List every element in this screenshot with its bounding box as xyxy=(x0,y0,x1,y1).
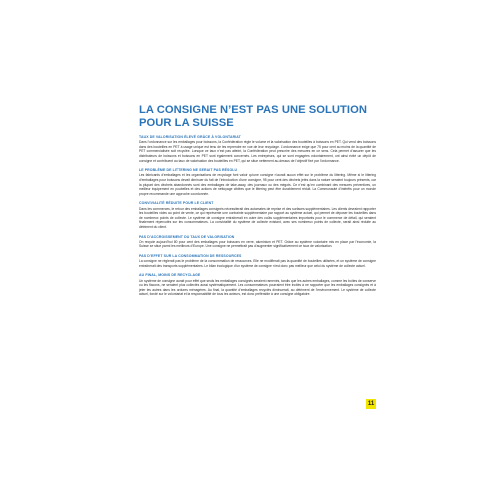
section-body: On recycle aujourd’hui 80 pour cent des emballages pour boissons en verre, aluminium et PET. Grâce au système volontaire mis en place par l’économie, la Suisse se situe parmi les meilleurs d’Europe. Une consigne ne permettrait pas d’augmenter significativement ce taux de valorisation. xyxy=(139,239,376,249)
section-body: Un système de consigne aurait pour effet que seuls les emballages consignés seraient ramenés, tandis que les autres emballages, comme les boîtes de conserve ou les flacons, ne seraient plus collectés aussi systématiquement. Les consommateurs pourraient être incités à ne rapporter que les emballages consignés et à jeter les autres dans les ordures ménagères. Au final, la quantité d’emballages recyclés diminuerait, au détriment de l’environnement. Le système de collecte actuel, fondé sur le volontariat et la responsabilité de tous les acteurs, est donc préférable à une consigne obligatoire. xyxy=(139,278,376,297)
page-content xyxy=(139,104,376,297)
section-recyclage xyxy=(139,273,376,297)
section-taux-valorisation xyxy=(139,135,376,163)
section-heading: CONVIVIALITÉ RÉDUITE POUR LE CLIENT xyxy=(139,201,214,206)
section-littering xyxy=(139,168,376,196)
section-body: Dans l’ordonnance sur les emballages pour boissons, la Confédération règle le volume et la valorisation des bouteilles à boissons en PET. Qui vend des boissons dans des bouteilles en PET à usage unique est tenu de les reprendre en vue de leur recyclage. L’ordonnance exige que 75 pour cent au moins de la quantité de PET commercialisée soit recyclée. Lorsque ce taux n’est pas atteint, la Confédération peut prescrire des mesures en ce sens. Cela permet d’assurer que les distributeurs de boissons et boissons en PET sont également concernés. Les entreprises, qui se sont engagées volontairement, ont ainsi évité un dépôt de consigne et contribuent au taux de valorisation des bouteilles en PET, qui se situe nettement au-dessus de l’objectif fixé par l’ordonnance. xyxy=(139,140,376,163)
section-heading: TAUX DE VALORISATION ÉLEVÉ GRÂCE À VOLONTARIAT xyxy=(139,135,241,139)
section-accroissement xyxy=(139,235,376,249)
section-body: Les fabricants d’emballages et les organisations de recyclage font valoir qu’une consigne n’aurait aucun effet sur le problème du littering. Même si le littering d’emballages pour boissons devait diminuer du fait de l’introduction d’une consigne, 95 pour cent des déchets jetés dans la nature seraient toujours présents, car la plupart des déchets abandonnés sont des emballages de take-away, des journaux ou des mégots. Ce n’est qu’en combinant des mesures préventives, un meilleur équipement en poubelles et des actions de nettoyage ciblées que le littering peut être durablement réduit. La Communauté d’intérêts pour un monde propre recommande une approche coordonnée. xyxy=(139,173,376,196)
section-body: La consigne ne réglerait pas le problème de la consommation de ressources. Elle ne modifierait pas la quantité de bouteilles utilisées, et un système de consigne entraînerait des transports supplémentaires. Le bilan écologique d’un système de consigne n’est donc pas meilleur que celui du système de collecte actuel. xyxy=(139,259,376,268)
section-convivialite xyxy=(139,201,376,229)
section-heading: AU FINAL, MOINS DE RECYCLAGE xyxy=(139,273,201,278)
section-heading: PAS D’ACCROISSEMENT DU TAUX DE VALORISATION xyxy=(139,234,235,239)
page-title: LA CONSIGNE N’EST PAS UNE SOLUTION POUR LA SUISSE xyxy=(139,104,367,129)
section-body: Dans les commerces, le retour des emballages consignés nécessiterait des automates de reprise et des surfaces supplémentaires. Les clients devraient rapporter les bouteilles vides au point de vente, ce qui représente une contrainte supplémentaire par rapport au système actuel, qui permet de déposer les bouteilles dans de nombreux points de collecte. Le système de consigne entraînerait en outre des coûts supplémentaires importants pour le commerce de détail, qui seraient finalement répercutés sur les consommateurs. La convivialité du système de collecte existant, avec ses nombreux points de collecte, serait ainsi réduite au détriment du client. xyxy=(139,206,376,229)
section-heading: PAS D’EFFET SUR LA CONSOMMATION DE RESSOURCES xyxy=(139,253,242,258)
sections xyxy=(139,135,376,297)
section-ressources xyxy=(139,254,376,268)
section-heading: LE PROBLÈME DE LITTERING NE SERAIT PAS RÉSOLU xyxy=(139,168,238,173)
page-number: 11 xyxy=(367,401,375,407)
page-number-badge xyxy=(366,399,376,409)
